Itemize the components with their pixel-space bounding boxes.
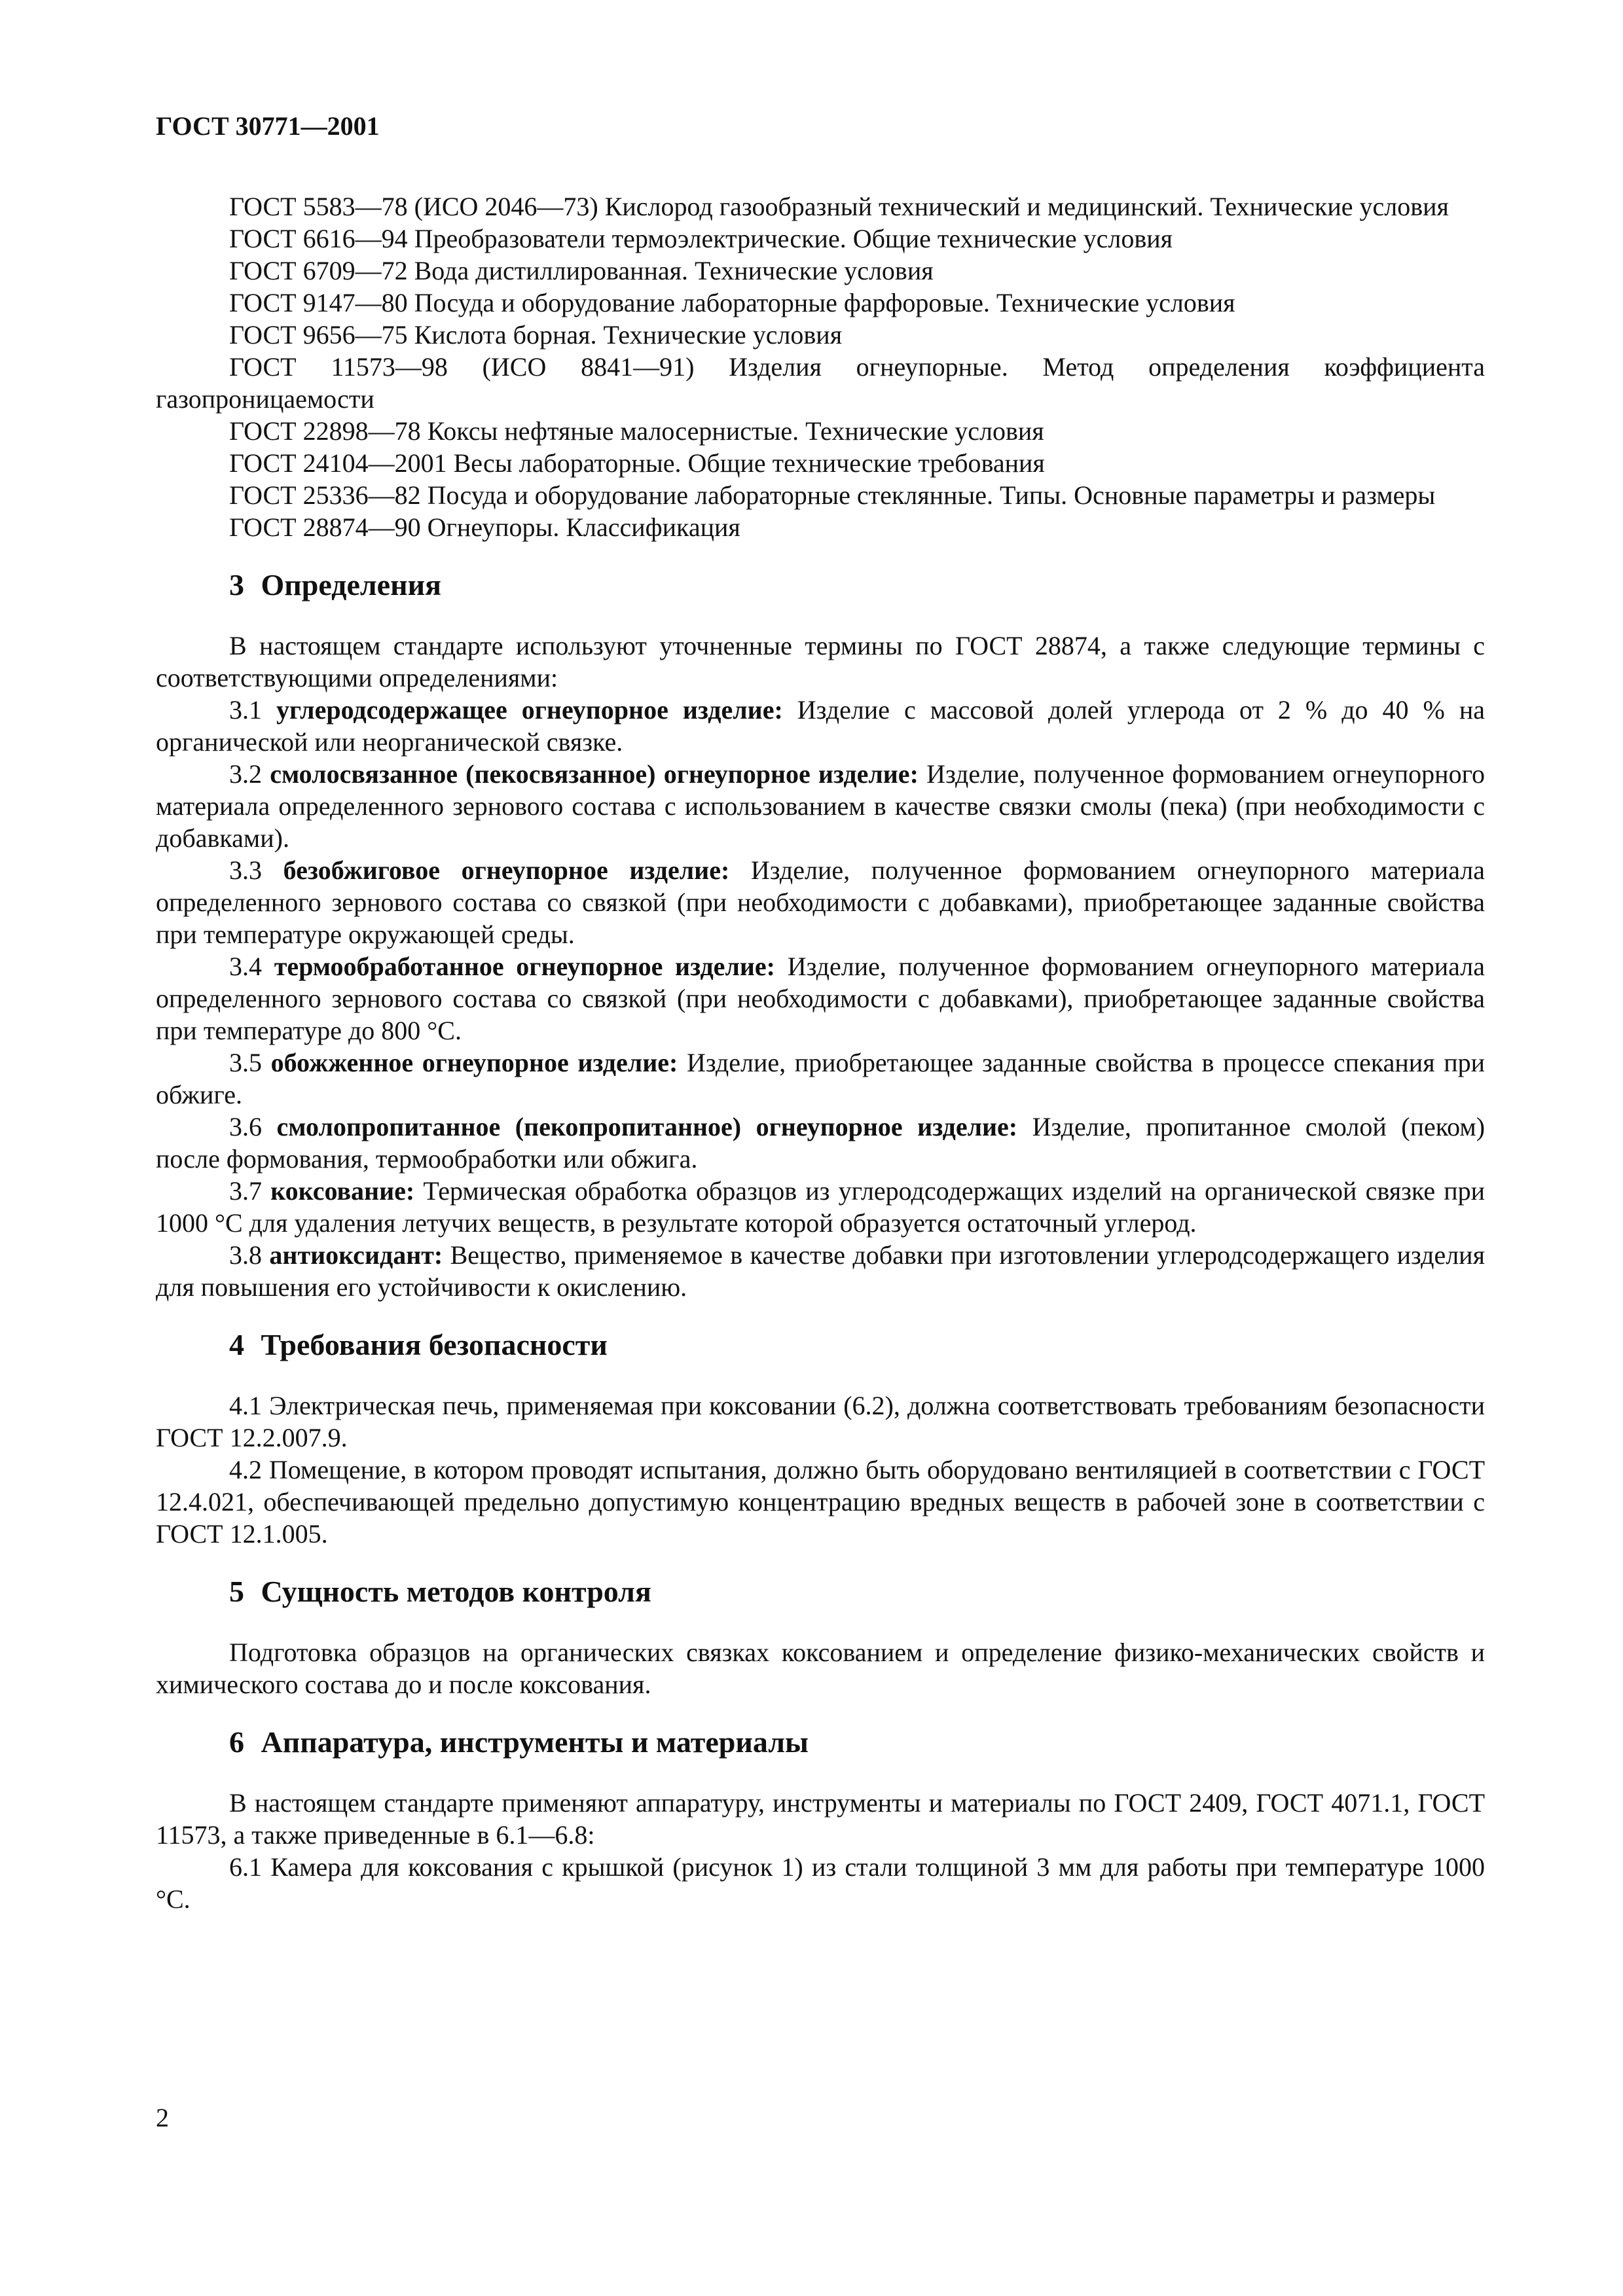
definition-term: антиоксидант:: [269, 1240, 443, 1270]
definition-text: Изделие, приобретающее заданные свойства в процессе спекания при обжиге.: [156, 1048, 1486, 1109]
reference-item: ГОСТ 9656—75 Кислота борная. Технические условия: [229, 320, 843, 350]
definition-term: смолосвязанное (пекосвязанное) огнеупорное изделие:: [270, 759, 919, 789]
definition-text: Изделие, пропитанное смолой (пеком) после формования, термообработки или обжига.: [156, 1112, 1486, 1174]
definition-term: термообработанное огнеупорное изделие:: [274, 952, 775, 981]
definition-term: обожженное огнеупорное изделие:: [270, 1048, 678, 1077]
section-title: Сущность методов контроля: [261, 1575, 651, 1608]
document-page: [156, 110, 1485, 1915]
definition-number: 3.8: [229, 1240, 262, 1270]
definition-number: 3.6: [229, 1112, 262, 1141]
definition-number: 3.2: [229, 759, 262, 789]
normative-references: [156, 190, 1485, 543]
document-header: ГОСТ 30771—2001: [156, 111, 380, 141]
definition-number: 3.1: [229, 695, 262, 725]
section-5-paragraph: Подготовка образцов на органических связках коксованием и определение физико-механических свойств и химического состава до и после коксования.: [156, 1638, 1485, 1699]
section-6-paragraph: В настоящем стандарте применяют аппаратуру, инструменты и материалы по ГОСТ 2409, ГОСТ 4071.1, ГОСТ 11573, а также приведенные в 6.1—6.8:: [156, 1788, 1485, 1850]
definition-number: 3.5: [229, 1048, 262, 1077]
section-title: Определения: [261, 568, 441, 601]
section-number: 4: [229, 1328, 244, 1361]
definition-item: [156, 758, 1485, 854]
reference-item: ГОСТ 28874—90 Огнеупоры. Классификация: [229, 512, 740, 542]
definition-number: 3.4: [229, 952, 262, 981]
definition-item: [156, 1239, 1485, 1303]
section-number: 5: [229, 1575, 244, 1608]
definition-text: Вещество, применяемое в качестве добавки при изготовлении углеродсодержащего изделия для повышения его устойчивости к окислению.: [156, 1240, 1485, 1302]
definition-text: Термическая обработка образцов из углеродсодержащих изделий на органической связке при 1000 °С для удаления летучих веществ, в результате которой образуется остаточный углерод.: [156, 1176, 1486, 1238]
section-3-intro: В настоящем стандарте используют уточненные термины по ГОСТ 28874, а также следующие термины с соответствующими определениями:: [156, 631, 1485, 692]
definition-number: 3.3: [229, 855, 262, 885]
definition-item: [156, 950, 1485, 1047]
definition-text: Изделие, полученное формованием огнеупорного материала определенного зернового состава со связкой (при необходимости с добавками), приобретающее заданные свойства при температуре окружающей среды.: [156, 855, 1486, 949]
section-6-paragraph: 6.1 Камера для коксования с крышкой (рисунок 1) из стали толщиной 3 мм для работы при температуре 1000 °С.: [156, 1852, 1485, 1914]
section-3-heading: [229, 567, 1485, 603]
definition-item: [156, 1175, 1485, 1239]
reference-item: ГОСТ 11573—98 (ИСО 8841—91) Изделия огнеупорные. Метод определения коэффициента газопроницаемости: [156, 352, 1485, 414]
definition-number: 3.7: [229, 1176, 262, 1206]
section-5-heading: [229, 1573, 1485, 1610]
definition-item: [156, 854, 1485, 950]
reference-item: ГОСТ 24104—2001 Весы лабораторные. Общие технические требования: [229, 448, 1045, 478]
section-4-paragraph: 4.1 Электрическая печь, применяемая при коксовании (6.2), должна соответствовать требованиям безопасности ГОСТ 12.2.007.9.: [156, 1391, 1485, 1452]
definition-item: [156, 694, 1485, 758]
section-title: Аппаратура, инструменты и материалы: [261, 1725, 809, 1759]
reference-item: ГОСТ 6616—94 Преобразователи термоэлектрические. Общие технические условия: [229, 224, 1173, 253]
definition-term: коксование:: [270, 1176, 415, 1206]
definition-term: безобжиговое огнеупорное изделие:: [283, 855, 730, 885]
definition-term: смолопропитанное (пекопропитанное) огнеупорное изделие:: [276, 1112, 1018, 1141]
reference-item: ГОСТ 5583—78 (ИСО 2046—73) Кислород газообразный технический и медицинский. Технические условия: [229, 192, 1449, 221]
definition-term: углеродсодержащее огнеупорное изделие:: [276, 695, 783, 725]
section-number: 6: [229, 1725, 244, 1759]
section-4-paragraph: 4.2 Помещение, в котором проводят испытания, должно быть оборудовано вентиляцией в соответствии с ГОСТ 12.4.021, обеспечивающей предельно допустимую концентрацию вредных веществ в рабочей зоне в соответствии с ГОСТ 12.1.005.: [156, 1455, 1485, 1549]
section-number: 3: [229, 568, 244, 601]
definition-text: Изделие с массовой долей углерода от 2 % до 40 % на органической или неорганической связке.: [156, 695, 1486, 757]
definition-item: [156, 1111, 1485, 1175]
definition-item: [156, 1047, 1485, 1111]
definition-text: Изделие, полученное формованием огнеупорного материала определенного зернового состава с использованием в качестве связки смолы (пека) (при необходимости с добавками).: [156, 759, 1486, 853]
page-number: 2: [156, 2103, 169, 2132]
reference-item: ГОСТ 22898—78 Коксы нефтяные малосернистые. Технические условия: [229, 416, 1044, 446]
section-4-heading: [229, 1327, 1485, 1363]
definition-text: Изделие, полученное формованием огнеупорного материала определенного зернового состава со связкой (при необходимости с добавками), приобретающее заданные свойства при температуре до 800 °С.: [156, 952, 1485, 1045]
section-title: Требования безопасности: [261, 1328, 608, 1361]
reference-item: ГОСТ 6709—72 Вода дистиллированная. Технические условия: [229, 256, 934, 285]
section-6-heading: [229, 1724, 1485, 1761]
reference-item: ГОСТ 25336—82 Посуда и оборудование лабораторные стеклянные. Типы. Основные параметры и размеры: [229, 480, 1436, 510]
reference-item: ГОСТ 9147—80 Посуда и оборудование лабораторные фарфоровые. Технические условия: [229, 288, 1235, 317]
